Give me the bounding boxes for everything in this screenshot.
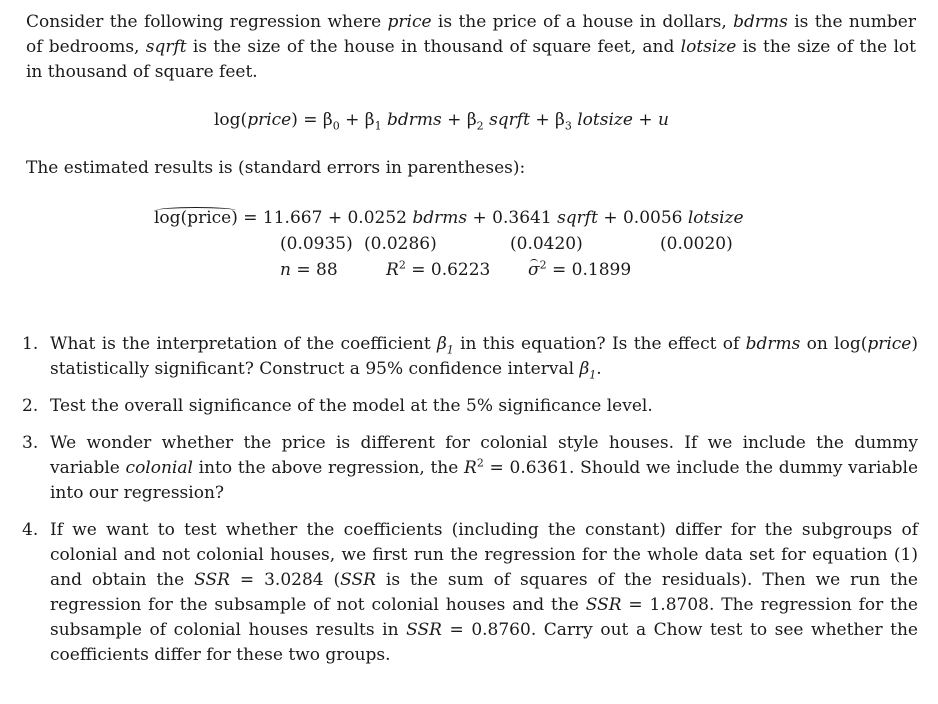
equals-sign: = [243, 208, 263, 228]
r-squared-symbol: R [464, 458, 477, 478]
var-lotsize: lotsize [680, 37, 737, 57]
intro-text: is the number of bedrooms, [26, 12, 916, 57]
ssr-symbol: SSR [194, 570, 230, 590]
ssr-symbol: SSR [585, 595, 622, 615]
var-bdrms: bdrms [745, 334, 801, 354]
question-4: 4. If we want to test whether the coefficients (including the constant) differ for the subgroups of colonial and not colonial houses, we first run the regression for the whole data set for equation (1) and obtain the SSR = 3.0284 (SSR is the sum of squares of the residuals). Then we run the regression for the subsample of not colonial houses and the SSR = 1.8708. The regression for the subsample of colonial houses results in SSR = 0.8760. Carry out a Chow test to see whether the coefficients differ for these two groups. [22, 520, 918, 665]
question-text: If we want to test whether the coefficients (including the constant) differ for the subgroups of colonial and not colonial houses, we first run the regression for the whole data set for equation (1) and obtain the [50, 520, 918, 590]
estimated-lhs: log(price) [154, 206, 238, 231]
estimated-equation [154, 206, 854, 306]
estimated-results-intro: The estimated results is (standard errors in parentheses): [26, 158, 526, 178]
r2-value: 0.6361 [509, 458, 570, 478]
plus-sign: + [472, 208, 493, 228]
intro-text: is the size of the house in thousand of square feet, and [186, 37, 681, 57]
question-3: 3. We wonder whether the price is different for colonial style houses. If we include the dummy variable colonial into the above regression, the $R^2 = 0.6361$. Should we include the dummy variable into our regression? [22, 433, 919, 503]
intro-paragraph [26, 10, 916, 85]
var-price: price [867, 334, 912, 354]
question-text: on [800, 334, 835, 354]
question-2 [22, 394, 918, 419]
question-text: in this equation? Is the effect of [453, 334, 746, 354]
question-text: statistically significant? Construct a 95% confidence interval [50, 359, 580, 379]
intro-text: is the price of a house in dollars, [431, 12, 734, 32]
term-sqrft: sqrft [557, 208, 598, 228]
log-price: log(price) [834, 334, 918, 354]
r2-value: 0.6223 [430, 260, 491, 280]
term-bdrms: bdrms [412, 208, 468, 228]
sigma2-value: 0.1899 [571, 260, 632, 280]
se-bdrms: (0.0286) [364, 234, 437, 254]
coef-constant: 11.667 [262, 208, 323, 228]
coef-lotsize: 0.0056 [622, 208, 683, 228]
se-lotsize: (0.0020) [660, 234, 733, 254]
intro-text: is the size of the lot in thousand of square feet. [26, 37, 916, 82]
term-lotsize: lotsize [687, 208, 744, 228]
question-text: . [596, 359, 602, 379]
question-number: 1. [22, 334, 39, 354]
question-number: 2. [22, 396, 39, 416]
sigma-squared: $\sigma^2 = 0.1899$ [528, 258, 631, 283]
var-price: price [387, 12, 432, 32]
se-constant: (0.0935) [280, 234, 353, 254]
beta1-symbol: $\beta_1$ [436, 334, 454, 357]
plus-sign: + [327, 208, 348, 228]
ssr-symbol: SSR [340, 570, 376, 590]
intro-text: Consider the following regression where [26, 12, 388, 32]
plus-sign: + [603, 208, 623, 228]
var-bdrms: bdrms [733, 12, 788, 32]
ssr-full-value: 3.0284 [264, 570, 324, 590]
r-squared: $R^2 = 0.6223$ [386, 258, 491, 280]
question-text: . Carry out a Chow test to see whether the coefficients differ for these two groups. [50, 620, 918, 665]
coef-bdrms: 0.0252 [347, 208, 407, 228]
question-text: is the sum of squares of the residuals). Then we run the regression for the subsample of not colonial houses and the [50, 570, 918, 615]
beta1-symbol: $\beta_1$ [579, 359, 597, 382]
sample-size: n = 88 [280, 260, 338, 280]
question-list [22, 332, 918, 680]
question-text: What is the interpretation of the coefficient [50, 334, 437, 354]
model-equation: log(price) = $\beta_0 + \beta_1$ bdrms + $\beta_2$ sqrft + $\beta_3$ lotsize + u [214, 110, 669, 133]
n-value: 88 [316, 260, 338, 280]
question-text: into the above regression, the [192, 458, 465, 478]
estimated-line [154, 206, 744, 231]
coef-sqrft: 0.3641 [492, 208, 552, 228]
var-sqrft: sqrft [145, 37, 187, 57]
question-number: 3. [22, 433, 39, 453]
ssr-symbol: SSR [406, 620, 442, 640]
question-1 [22, 332, 918, 382]
var-colonial: colonial [125, 458, 193, 478]
question-text: . The regression for the subsample of colonial houses results in [50, 595, 918, 640]
se-sqrft: (0.0420) [510, 234, 583, 254]
ssr-colonial-value: 0.8760 [471, 620, 531, 640]
question-text: We wonder whether the price is different for colonial style houses. If we include the dummy variable [50, 433, 918, 478]
question-number: 4. [22, 520, 39, 540]
question-text: ( [323, 570, 341, 590]
question-text: Test the overall significance of the model at the 5% significance level. [50, 396, 653, 416]
question-text: . Should we include the dummy variable into our regression? [50, 458, 919, 503]
ssr-not-colonial-value: 1.8708 [649, 595, 709, 615]
